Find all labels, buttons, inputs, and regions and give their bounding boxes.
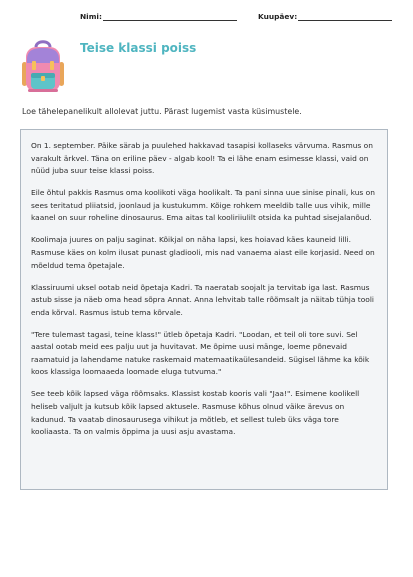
story-box	[20, 129, 388, 490]
story-paragraph: "Tere tulemast tagasi, teine klass!" ütleb õpetaja Kadri. "Loodan, et teil oli tore suvi. Sel aastal ootab meid ees palju uut ja huvitavat. Me õpime uusi mänge, loeme põnevaid raamatuid ja lahendame natuke raskemaid matemaatikaülesandeid. Sügisel lähme ka kõik koos klassiga loomaaeda loomade eluga tutvuma."	[31, 329, 370, 377]
instructions-text: Loe tähelepanelikult allolevat juttu. Pärast lugemist vasta küsimustele.	[22, 107, 302, 116]
story-paragraph: Koolimaja juures on palju saginat. Kõikjal on näha lapsi, kes hoiavad käes kauneid lilli. Rasmuse käes on kolm ilusat punast gladiooli, mis nad vanaema aiast eile korjasid. Need on mõeldud tema õpetajale.	[31, 235, 375, 270]
story-paragraph: Eile õhtul pakkis Rasmus oma koolikoti väga hoolikalt. Ta pani sinna uue sinise pinali, kus on sees teritatud pliiatsid, joonlaud ja kustukumm. Kõige rohkem meeldib talle uus vihik, mille kaanel on suur roheline dinosaurus. Ema aitas tal kooliriiulilt otsida ka puhtad sisejalanõud.	[31, 188, 375, 223]
name-line	[103, 12, 237, 21]
story-paragraph: See teeb kõik lapsed väga rõõmsaks. Klassist kostab kooris vali "Jaa!". Esimene koolikell heliseb valjult ja kutsub kõik lapsed aktusele. Rasmuse kõhus olnud väike ärevus on kadunud. Ta vaatab dinosaurusega vihikut ja mõtleb, et sellest tuleb üks väga tore kooliaasta. Ta on valmis õppima ja uusi asju avastama.	[31, 389, 360, 437]
date-line	[298, 12, 392, 21]
story-paragraph: Klassiruumi uksel ootab neid õpetaja Kadri. Ta naeratab soojalt ja tervitab iga last. Rasmus astub sisse ja näeb oma head sõpra Annat. Anna lehvitab talle rõõmsalt ja näitab tühja tooli enda kõrval. Rasmus istub tema kõrvale.	[31, 282, 374, 317]
backpack-icon	[18, 38, 68, 96]
story-paragraph: On 1. september. Päike särab ja puulehed hakkavad tasapisi kollaseks värvuma. Rasmus on varakult ärkvel. Täna on eriline päev - algab kool! Ta ei lähe enam esimesse klassi, vaid on nüüd juba suur teise klassi poiss.	[31, 141, 373, 176]
date-label: Kuupäev:	[258, 12, 298, 21]
date-field	[258, 12, 392, 21]
name-label: Nimi:	[80, 12, 102, 21]
page-title: Teise klassi poiss	[80, 41, 197, 55]
worksheet-header	[0, 12, 413, 24]
name-field	[80, 12, 237, 21]
